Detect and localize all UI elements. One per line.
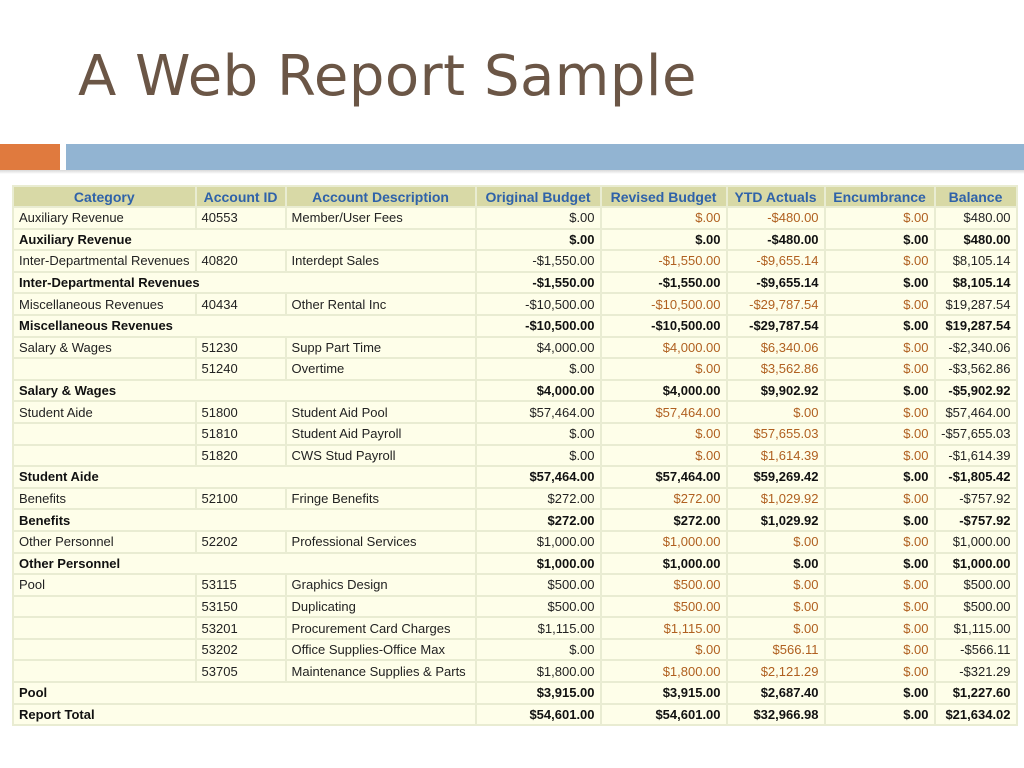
cell-balance: $57,464.00	[936, 402, 1016, 422]
cell-category: Inter-Departmental Revenues	[14, 251, 195, 271]
table-header-row	[14, 187, 1016, 206]
cell-account-id: 53150	[197, 597, 285, 617]
column-header-account-description[interactable]: Account Description	[287, 187, 475, 206]
cell-ytd-actuals[interactable]: $.00	[728, 402, 824, 422]
subtotal-row	[14, 230, 1016, 250]
cell-revised-budget: $.00	[602, 230, 726, 250]
cell-account-description: Professional Services	[287, 532, 475, 552]
cell-ytd-actuals[interactable]: $2,121.29	[728, 661, 824, 681]
cell-encumbrance: $.00	[826, 510, 934, 530]
cell-encumbrance[interactable]: $.00	[826, 446, 934, 466]
cell-account-id: 40434	[197, 294, 285, 314]
cell-account-description: Member/User Fees	[287, 208, 475, 228]
cell-revised-budget[interactable]: $500.00	[602, 575, 726, 595]
cell-balance: $19,287.54	[936, 316, 1016, 336]
cell-account-description: Student Aid Payroll	[287, 424, 475, 444]
cell-account-description: CWS Stud Payroll	[287, 446, 475, 466]
cell-balance: -$3,562.86	[936, 359, 1016, 379]
cell-encumbrance: $.00	[826, 705, 934, 725]
accent-bar-orange	[0, 144, 60, 170]
column-header-ytd-actuals[interactable]: YTD Actuals	[728, 187, 824, 206]
cell-revised-budget: $1,000.00	[602, 554, 726, 574]
cell-ytd-actuals[interactable]: $.00	[728, 575, 824, 595]
subtotal-row	[14, 554, 1016, 574]
cell-revised-budget[interactable]: $1,115.00	[602, 618, 726, 638]
column-header-original-budget[interactable]: Original Budget	[477, 187, 600, 206]
cell-account-description: Student Aid Pool	[287, 402, 475, 422]
cell-revised-budget[interactable]: $.00	[602, 208, 726, 228]
cell-balance: $1,227.60	[936, 683, 1016, 703]
cell-account-description: Supp Part Time	[287, 338, 475, 358]
cell-original-budget: $272.00	[477, 489, 600, 509]
cell-revised-budget[interactable]: $.00	[602, 424, 726, 444]
table-row	[14, 489, 1016, 509]
subtotal-label: Miscellaneous Revenues	[14, 316, 475, 336]
cell-original-budget: -$10,500.00	[477, 294, 600, 314]
cell-category	[14, 640, 195, 660]
table-row	[14, 446, 1016, 466]
subtotal-label: Student Aide	[14, 467, 475, 487]
cell-original-budget: $1,000.00	[477, 554, 600, 574]
cell-category: Miscellaneous Revenues	[14, 294, 195, 314]
cell-revised-budget[interactable]: $500.00	[602, 597, 726, 617]
cell-original-budget: $1,000.00	[477, 532, 600, 552]
cell-account-id: 51800	[197, 402, 285, 422]
cell-account-id: 53705	[197, 661, 285, 681]
cell-ytd-actuals[interactable]: $1,614.39	[728, 446, 824, 466]
cell-account-description: Fringe Benefits	[287, 489, 475, 509]
cell-account-description: Procurement Card Charges	[287, 618, 475, 638]
subtotal-row	[14, 467, 1016, 487]
cell-original-budget: $500.00	[477, 597, 600, 617]
cell-original-budget: $.00	[477, 230, 600, 250]
cell-ytd-actuals[interactable]: -$29,787.54	[728, 294, 824, 314]
table-row	[14, 640, 1016, 660]
cell-account-description: Interdept Sales	[287, 251, 475, 271]
cell-revised-budget: $57,464.00	[602, 467, 726, 487]
cell-balance: $500.00	[936, 597, 1016, 617]
cell-category: Salary & Wages	[14, 338, 195, 358]
cell-revised-budget[interactable]: $.00	[602, 359, 726, 379]
cell-category	[14, 597, 195, 617]
cell-original-budget: $272.00	[477, 510, 600, 530]
cell-category: Student Aide	[14, 402, 195, 422]
cell-encumbrance[interactable]: $.00	[826, 294, 934, 314]
subtotal-row	[14, 316, 1016, 336]
cell-encumbrance[interactable]: $.00	[826, 597, 934, 617]
column-header-category[interactable]: Category	[14, 187, 195, 206]
cell-encumbrance[interactable]: $.00	[826, 575, 934, 595]
subtotal-row	[14, 273, 1016, 293]
cell-original-budget: $1,800.00	[477, 661, 600, 681]
table-row	[14, 402, 1016, 422]
cell-original-budget: $4,000.00	[477, 381, 600, 401]
subtotal-row	[14, 510, 1016, 530]
cell-original-budget: $.00	[477, 424, 600, 444]
cell-original-budget: $500.00	[477, 575, 600, 595]
cell-original-budget: -$10,500.00	[477, 316, 600, 336]
cell-ytd-actuals: $9,902.92	[728, 381, 824, 401]
cell-ytd-actuals: $32,966.98	[728, 705, 824, 725]
accent-bar-blue	[66, 144, 1024, 170]
table-row	[14, 661, 1016, 681]
cell-ytd-actuals[interactable]: $3,562.86	[728, 359, 824, 379]
cell-category	[14, 618, 195, 638]
cell-ytd-actuals[interactable]: $566.11	[728, 640, 824, 660]
cell-original-budget: $4,000.00	[477, 338, 600, 358]
cell-balance: $8,105.14	[936, 251, 1016, 271]
column-header-account-id[interactable]: Account ID	[197, 187, 285, 206]
cell-ytd-actuals[interactable]: $1,029.92	[728, 489, 824, 509]
cell-revised-budget[interactable]: $272.00	[602, 489, 726, 509]
cell-encumbrance: $.00	[826, 467, 934, 487]
cell-encumbrance: $.00	[826, 316, 934, 336]
cell-encumbrance[interactable]: $.00	[826, 489, 934, 509]
subtotal-label: Other Personnel	[14, 554, 475, 574]
cell-ytd-actuals: -$480.00	[728, 230, 824, 250]
table-row	[14, 575, 1016, 595]
cell-category	[14, 446, 195, 466]
cell-balance: -$321.29	[936, 661, 1016, 681]
table-row	[14, 424, 1016, 444]
cell-ytd-actuals: $59,269.42	[728, 467, 824, 487]
cell-balance: $1,000.00	[936, 554, 1016, 574]
accent-bar-shadow	[0, 170, 1024, 174]
cell-original-budget: -$1,550.00	[477, 251, 600, 271]
cell-encumbrance: $.00	[826, 273, 934, 293]
cell-balance: $1,115.00	[936, 618, 1016, 638]
cell-encumbrance[interactable]: $.00	[826, 661, 934, 681]
cell-account-id: 51230	[197, 338, 285, 358]
subtotal-label: Benefits	[14, 510, 475, 530]
cell-original-budget: $57,464.00	[477, 402, 600, 422]
cell-account-id: 53201	[197, 618, 285, 638]
cell-balance: $19,287.54	[936, 294, 1016, 314]
table-row	[14, 597, 1016, 617]
subtotal-row	[14, 683, 1016, 703]
cell-balance: -$566.11	[936, 640, 1016, 660]
cell-original-budget: $.00	[477, 208, 600, 228]
cell-revised-budget: $3,915.00	[602, 683, 726, 703]
cell-original-budget: $1,115.00	[477, 618, 600, 638]
column-header-encumbrance[interactable]: Encumbrance	[826, 187, 934, 206]
table-body	[14, 208, 1016, 724]
cell-account-id: 51810	[197, 424, 285, 444]
cell-ytd-actuals[interactable]: $6,340.06	[728, 338, 824, 358]
cell-encumbrance[interactable]: $.00	[826, 618, 934, 638]
cell-account-id: 53115	[197, 575, 285, 595]
cell-account-id: 40820	[197, 251, 285, 271]
cell-account-id: 51240	[197, 359, 285, 379]
cell-ytd-actuals: -$29,787.54	[728, 316, 824, 336]
cell-account-description: Office Supplies-Office Max	[287, 640, 475, 660]
cell-account-id: 51820	[197, 446, 285, 466]
table-row	[14, 294, 1016, 314]
cell-ytd-actuals: $1,029.92	[728, 510, 824, 530]
cell-account-id: 52100	[197, 489, 285, 509]
report-total-row	[14, 705, 1016, 725]
cell-revised-budget[interactable]: -$1,550.00	[602, 251, 726, 271]
cell-account-id: 52202	[197, 532, 285, 552]
subtotal-label: Pool	[14, 683, 475, 703]
cell-encumbrance[interactable]: $.00	[826, 208, 934, 228]
cell-revised-budget: -$1,550.00	[602, 273, 726, 293]
subtotal-row	[14, 381, 1016, 401]
cell-encumbrance: $.00	[826, 554, 934, 574]
subtotal-label: Salary & Wages	[14, 381, 475, 401]
table-row	[14, 359, 1016, 379]
cell-original-budget: $54,601.00	[477, 705, 600, 725]
cell-revised-budget: $4,000.00	[602, 381, 726, 401]
cell-balance: $8,105.14	[936, 273, 1016, 293]
cell-category: Auxiliary Revenue	[14, 208, 195, 228]
cell-ytd-actuals[interactable]: $.00	[728, 532, 824, 552]
cell-encumbrance: $.00	[826, 230, 934, 250]
budget-report-table	[12, 185, 1018, 726]
cell-category	[14, 424, 195, 444]
cell-ytd-actuals: -$9,655.14	[728, 273, 824, 293]
cell-revised-budget[interactable]: $57,464.00	[602, 402, 726, 422]
cell-encumbrance[interactable]: $.00	[826, 424, 934, 444]
cell-encumbrance[interactable]: $.00	[826, 532, 934, 552]
cell-account-description: Overtime	[287, 359, 475, 379]
cell-ytd-actuals: $2,687.40	[728, 683, 824, 703]
cell-account-description: Duplicating	[287, 597, 475, 617]
cell-revised-budget[interactable]: $.00	[602, 446, 726, 466]
cell-balance: -$757.92	[936, 489, 1016, 509]
cell-revised-budget: $54,601.00	[602, 705, 726, 725]
cell-balance: -$1,805.42	[936, 467, 1016, 487]
cell-category: Other Personnel	[14, 532, 195, 552]
cell-encumbrance[interactable]: $.00	[826, 251, 934, 271]
cell-original-budget: $.00	[477, 359, 600, 379]
cell-account-description: Maintenance Supplies & Parts	[287, 661, 475, 681]
cell-balance: -$757.92	[936, 510, 1016, 530]
cell-original-budget: -$1,550.00	[477, 273, 600, 293]
cell-original-budget: $3,915.00	[477, 683, 600, 703]
cell-category	[14, 359, 195, 379]
cell-ytd-actuals[interactable]: $57,655.03	[728, 424, 824, 444]
table-row	[14, 251, 1016, 271]
subtotal-label: Auxiliary Revenue	[14, 230, 475, 250]
cell-revised-budget[interactable]: $.00	[602, 640, 726, 660]
cell-encumbrance: $.00	[826, 381, 934, 401]
cell-encumbrance[interactable]: $.00	[826, 338, 934, 358]
cell-category: Pool	[14, 575, 195, 595]
cell-encumbrance[interactable]: $.00	[826, 359, 934, 379]
cell-revised-budget[interactable]: $1,800.00	[602, 661, 726, 681]
table-row	[14, 338, 1016, 358]
cell-ytd-actuals[interactable]: -$480.00	[728, 208, 824, 228]
cell-account-id: 40553	[197, 208, 285, 228]
cell-revised-budget[interactable]: $1,000.00	[602, 532, 726, 552]
cell-balance: -$2,340.06	[936, 338, 1016, 358]
cell-balance: -$1,614.39	[936, 446, 1016, 466]
cell-account-id: 53202	[197, 640, 285, 660]
cell-original-budget: $.00	[477, 446, 600, 466]
cell-category	[14, 661, 195, 681]
table-row	[14, 208, 1016, 228]
cell-ytd-actuals[interactable]: $.00	[728, 597, 824, 617]
cell-account-description: Graphics Design	[287, 575, 475, 595]
report-total-label: Report Total	[14, 705, 475, 725]
table-row	[14, 618, 1016, 638]
column-header-revised-budget[interactable]: Revised Budget	[602, 187, 726, 206]
cell-balance: $480.00	[936, 208, 1016, 228]
cell-ytd-actuals: $.00	[728, 554, 824, 574]
slide-title: A Web Report Sample	[78, 44, 697, 109]
cell-encumbrance[interactable]: $.00	[826, 402, 934, 422]
cell-ytd-actuals[interactable]: -$9,655.14	[728, 251, 824, 271]
cell-revised-budget: $272.00	[602, 510, 726, 530]
cell-original-budget: $57,464.00	[477, 467, 600, 487]
cell-account-description: Other Rental Inc	[287, 294, 475, 314]
cell-balance: -$57,655.03	[936, 424, 1016, 444]
cell-encumbrance[interactable]: $.00	[826, 640, 934, 660]
cell-encumbrance: $.00	[826, 683, 934, 703]
column-header-balance[interactable]: Balance	[936, 187, 1016, 206]
cell-revised-budget[interactable]: -$10,500.00	[602, 294, 726, 314]
cell-original-budget: $.00	[477, 640, 600, 660]
subtotal-label: Inter-Departmental Revenues	[14, 273, 475, 293]
cell-revised-budget: -$10,500.00	[602, 316, 726, 336]
cell-category: Benefits	[14, 489, 195, 509]
cell-balance: $1,000.00	[936, 532, 1016, 552]
cell-balance: $21,634.02	[936, 705, 1016, 725]
table-row	[14, 532, 1016, 552]
cell-balance: -$5,902.92	[936, 381, 1016, 401]
cell-balance: $480.00	[936, 230, 1016, 250]
cell-balance: $500.00	[936, 575, 1016, 595]
cell-ytd-actuals[interactable]: $.00	[728, 618, 824, 638]
cell-revised-budget[interactable]: $4,000.00	[602, 338, 726, 358]
